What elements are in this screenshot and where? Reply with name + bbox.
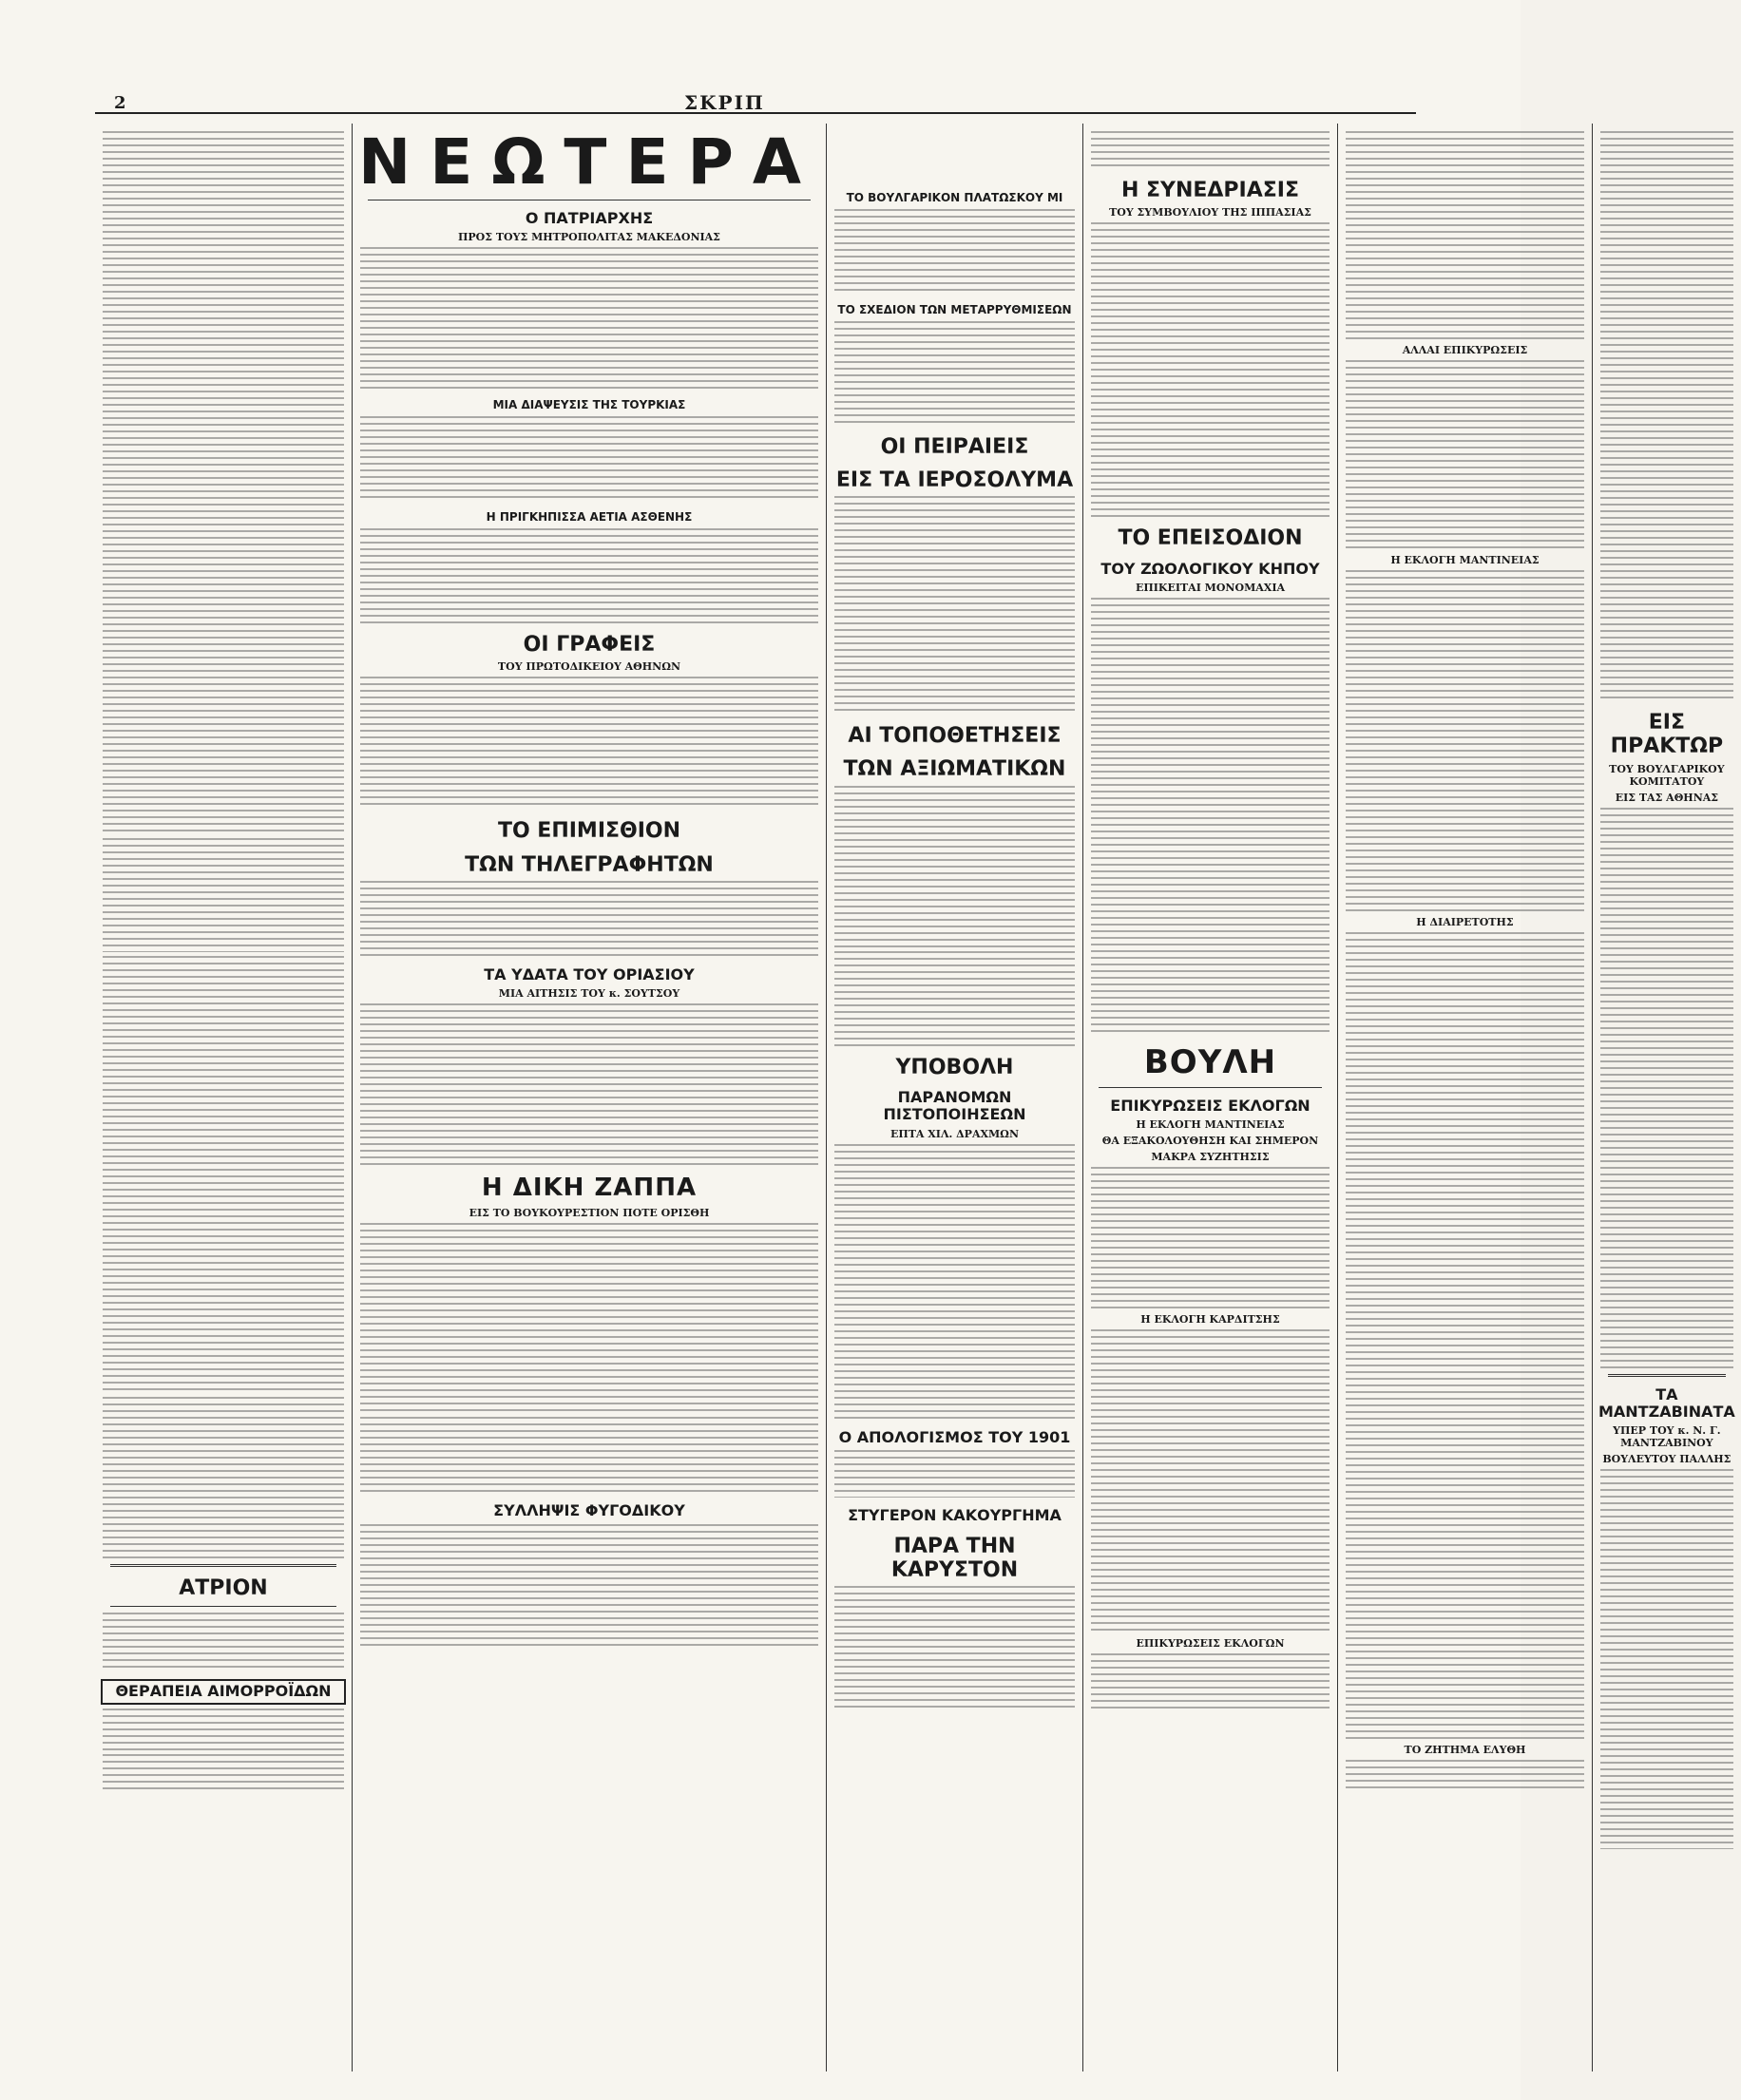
divider (110, 1564, 336, 1567)
heading-voulgariko: ΤΟ ΒΟΥΛΓΑΡΙΚΟΝ ΠΛΑΤΩΣΚΟΥ ΜΙ (846, 191, 1063, 204)
heading-mantzavinata: ΤΑ ΜΑΝΤΖΑΒΙΝΑΤΑ (1598, 1384, 1735, 1421)
text-block (1091, 1167, 1330, 1309)
subheading-voukourestion: ΕΙΣ ΤΟ ΒΟΥΚΟΥΡΕΣΤΙΟΝ ΠΟΤΕ ΟΡΙΣΘΗ (469, 1207, 710, 1220)
text-block (1091, 598, 1330, 1035)
column-4 (1083, 124, 1338, 2071)
heading-apologismos: Ο ΑΠΟΛΟΓΙΣΜΟΣ ΤΟΥ 1901 (838, 1427, 1071, 1446)
text-block (103, 956, 344, 1393)
subheading-diairetotis: Η ΔΙΑΙΡΕΤΟΤΗΣ (1416, 916, 1514, 928)
subheading-makedonia: ΠΡΟΣ ΤΟΥΣ ΜΗΤΡΟΠΟΛΙΤΑΣ ΜΑΚΕΔΟΝΙΑΣ (458, 231, 720, 244)
text-block (360, 416, 818, 502)
masthead-rule (95, 112, 1416, 114)
heading-ierosolyma: ΕΙΣ ΤΑ ΙΕΡΟΣΟΛΥΜΑ (835, 468, 1074, 492)
heading-vouli: ΒΟΥΛΗ (1143, 1042, 1277, 1081)
heading-epimisthion: ΤΟ ΕΠΙΜΙΣΘΙΟΝ (497, 819, 681, 844)
heading-paranomon: ΠΑΡΑΝΟΜΩΝ ΠΙΣΤΟΠΟΙΗΣΕΩΝ (883, 1088, 1026, 1124)
text-block (1091, 1329, 1330, 1633)
divider (110, 1606, 336, 1607)
heading-karyston: ΠΑΡΑ ΤΗΝ ΚΑΡΥΣΤΟΝ (890, 1534, 1019, 1582)
heading-diki: Η ΔΙΚΗ ΖΑΠΠΑ (481, 1174, 698, 1203)
heading-peiraieis: ΟΙ ΠΕΙΡΑΙΕΙΣ (880, 434, 1029, 459)
text-block (1091, 222, 1330, 517)
text-block (103, 838, 344, 952)
divider (1608, 1374, 1726, 1377)
column-6 (1593, 124, 1741, 2071)
text-block (834, 496, 1075, 715)
subheading-mantzavinou: ΥΠΕΡ ΤΟΥ κ. Ν. Γ. ΜΑΝΤΖΑΒΙΝΟΥ (1613, 1424, 1721, 1450)
text-block (1091, 1653, 1330, 1710)
heading-therapeia: ΘΕΡΑΠΕΙΑ ΑΙΜΟΡΡΟΪΔΩΝ (101, 1679, 346, 1704)
text-block (360, 677, 818, 810)
text-block (1346, 932, 1584, 1740)
column-5 (1338, 124, 1593, 2071)
text-block (103, 131, 344, 834)
text-block (834, 1450, 1075, 1498)
text-block (1346, 131, 1584, 340)
text-block (834, 1144, 1075, 1420)
text-block (1091, 131, 1330, 169)
subheading-ekl-mantineias: Η ΕΚΛΟΓΗ ΜΑΝΤΙΝΕΙΑΣ (1390, 554, 1540, 566)
subheading-pallis: ΒΟΥΛΕΥΤΟΥ ΠΑΛΛΗΣ (1602, 1453, 1731, 1466)
text-block (360, 1223, 818, 1413)
subheading-symvouliou: ΤΟΥ ΣΥΜΒΟΥΛΙΟΥ ΤΗΣ ΙΠΠΑΣΙΑΣ (1109, 206, 1311, 220)
text-block (1600, 808, 1733, 1368)
text-block (834, 1586, 1075, 1709)
page-number: 2 (114, 93, 126, 113)
text-block (360, 881, 818, 957)
text-block (360, 247, 818, 390)
subheading-athinas: ΕΙΣ ΤΑΣ ΑΘΗΝΑΣ (1615, 791, 1719, 804)
subheading-karditsis: Η ΕΚΛΟΓΗ ΚΑΡΔΙΤΣΗΣ (1140, 1313, 1280, 1327)
column-1 (95, 124, 353, 2071)
columns (95, 124, 1735, 2071)
heading-aksiomatikon: ΤΩΝ ΑΞΙΩΜΑΤΙΚΩΝ (843, 757, 1066, 782)
heading-topothetiseis: ΑΙ ΤΟΠΟΘΕΤΗΣΕΙΣ (848, 724, 1062, 749)
divider (1099, 1087, 1322, 1088)
text-block (103, 1613, 344, 1670)
heading-tourkia: ΜΙΑ ΔΙΑΨΕΥΣΙΣ ΤΗΣ ΤΟΥΡΚΙΑΣ (492, 398, 686, 412)
heading-praktor: ΕΙΣ ΠΡΑΚΤΩΡ (1610, 711, 1724, 759)
subheading-protodikeiou: ΤΟΥ ΠΡΩΤΟΔΙΚΕΙΟΥ ΑΘΗΝΩΝ (497, 660, 681, 674)
column-2 (353, 124, 827, 2071)
text-block (834, 786, 1075, 947)
text-block (360, 1417, 818, 1493)
text-block (103, 1709, 344, 1750)
text-block (1346, 360, 1584, 550)
text-block (1600, 1469, 1733, 1849)
subheading-allai: ΑΛΛΑΙ ΕΠΙΚΥΡΩΣΕΙΣ (1402, 344, 1528, 356)
subheading-zitima: ΤΟ ΖΗΤΗΜΑ ΕΛΥΘΗ (1404, 1744, 1526, 1756)
heading-stygeron: ΣΤΥΓΕΡΟΝ ΚΑΚΟΥΡΓΗΜΑ (848, 1506, 1062, 1525)
title-spacer (832, 127, 1077, 182)
heading-aithiopia: Η ΠΡΙΓΚΗΠΙΣΣΑ ΑΕΤΙΑ ΑΣΘΕΝΗΣ (486, 510, 693, 525)
heading-ydata: ΤΑ ΥΔΑΤΑ ΤΟΥ ΟΡΙΑΣΙΟΥ (484, 964, 695, 983)
text-block (834, 321, 1075, 426)
heading-sxedion: ΤΟ ΣΧΕΔΙΟΝ ΤΩΝ ΜΕΤΑΡΡΥΘΜΙΣΕΩΝ (837, 302, 1072, 316)
heading-patriarxis: Ο ΠΑΤΡΙΑΡΧΗΣ (525, 209, 654, 227)
section-title: ΝΕΩΤΕΡΑ (358, 125, 820, 199)
subheading-simeron: ΘΑ ΕΞΑΚΟΛΟΥΘΗΣΗ ΚΑΙ ΣΗΜΕΡΟΝ (1101, 1135, 1319, 1148)
text-block (360, 528, 818, 623)
subheading-aitisis: ΜΙΑ ΑΙΤΗΣΙΣ ΤΟΥ κ. ΣΟΥΤΣΟΥ (498, 987, 680, 1001)
heading-zoologikou: ΤΟΥ ΖΩΟΛΟΓΙΚΟΥ ΚΗΠΟΥ (1100, 559, 1320, 578)
text-block (834, 209, 1075, 295)
heading-tilegrafiton: ΤΩΝ ΤΗΛΕΓΡΑΦΗΤΩΝ (465, 852, 714, 877)
heading-synedriasis: Η ΣΥΝΕΔΡΙΑΣΙΣ (1120, 179, 1300, 202)
heading-atrion: ΑΤΡΙΟΝ (179, 1576, 268, 1600)
subheading-komitatou: ΤΟΥ ΒΟΥΛΓΑΡΙΚΟΥ ΚΟΜΙΤΑΤΟΥ (1609, 762, 1725, 788)
text-block (1600, 131, 1733, 701)
subheading-epikyroseis2: ΕΠΙΚΥΡΩΣΕΙΣ ΕΚΛΟΓΩΝ (1136, 1637, 1285, 1651)
heading-ypovoli: ΥΠΟΒΟΛΗ (895, 1055, 1014, 1079)
subheading-xiliades: ΕΠΤΑ ΧΙΛ. ΔΡΑΧΜΩΝ (890, 1127, 1020, 1140)
text-block (834, 951, 1075, 1046)
text-block (103, 1754, 344, 1792)
subheading-makra: ΜΑΚΡΑ ΣΥΖΗΤΗΣΙΣ (1151, 1151, 1270, 1164)
text-block (360, 1524, 818, 1648)
subheading-mantineias: Η ΕΚΛΟΓΗ ΜΑΝΤΙΝΕΙΑΣ (1136, 1118, 1285, 1132)
text-block (1346, 1760, 1584, 1788)
heading-epikyroseis: ΕΠΙΚΥΡΩΣΕΙΣ ΕΚΛΟΓΩΝ (1110, 1097, 1311, 1116)
text-block (1346, 570, 1584, 912)
heading-grafeis: ΟΙ ΓΡΑΦΕΙΣ (523, 632, 656, 657)
heading-epeisodion: ΤΟ ΕΠΕΙΣΟΔΙΟΝ (1118, 526, 1303, 551)
subheading-monomaxia: ΕΠΙΚΕΙΤΑΙ ΜΟΝΟΜΑΧΙΑ (1135, 581, 1285, 594)
column-3 (827, 124, 1083, 2071)
text-block (103, 1397, 344, 1558)
text-block (360, 1003, 818, 1165)
heading-sylipsis: ΣΥΛΛΗΨΙΣ ΦΥΓΟΔΙΚΟΥ (493, 1501, 685, 1520)
masthead-title: ΣΚΡΙΠ (684, 91, 765, 114)
